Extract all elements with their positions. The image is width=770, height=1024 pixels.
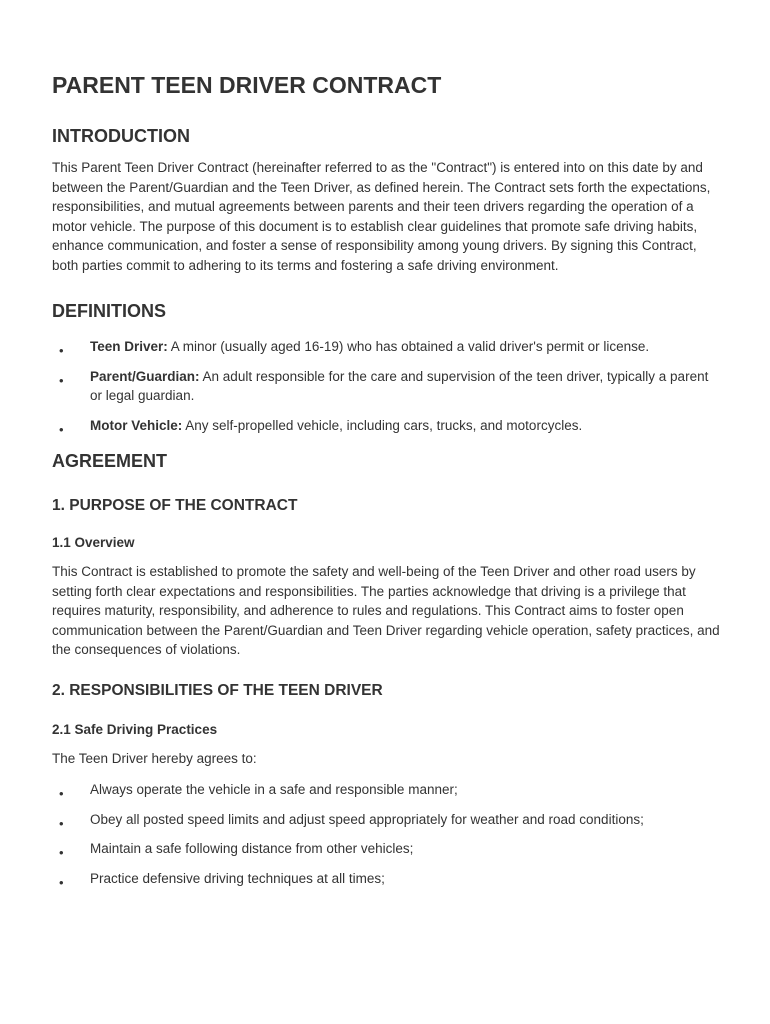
definition-term: Parent/Guardian:	[90, 368, 200, 384]
safe-driving-list	[52, 780, 720, 888]
safe-driving-item	[52, 810, 720, 830]
safe-driving-item	[52, 839, 720, 859]
safe-driving-item	[52, 869, 720, 889]
introduction-paragraph: This Parent Teen Driver Contract (hereinafter referred to as the "Contract") is entered into on this date by and between the Parent/Guardian and the Teen Driver, as defined herein. The Contract sets forth the expectations, responsibilities, and mutual agreements between parents and their teen drivers regarding the operation of a motor vehicle. The purpose of this document is to establish clear guidelines that promote safe driving habits, enhance communication, and foster a sense of responsibility among young drivers. By signing this Contract, both parties commit to adhering to its terms and fostering a safe driving environment.	[52, 160, 711, 273]
introduction-heading: INTRODUCTION	[52, 126, 190, 146]
document-title: PARENT TEEN DRIVER CONTRACT	[52, 72, 442, 98]
section-2-1-heading: 2.1 Safe Driving Practices	[52, 721, 218, 737]
bullet-icon: •	[59, 372, 64, 388]
definition-term: Teen Driver:	[90, 339, 168, 354]
definitions-list	[52, 337, 720, 435]
definition-term: Motor Vehicle:	[90, 417, 183, 433]
definition-item-motor-vehicle	[52, 416, 720, 436]
safe-driving-item-text: Always operate the vehicle in a safe and responsible manner;	[90, 782, 458, 797]
agreement-heading: AGREEMENT	[52, 451, 168, 471]
bullet-icon: •	[59, 874, 64, 890]
section-2-heading: 2. RESPONSIBILITIES OF THE TEEN DRIVER	[52, 681, 383, 699]
section-1-1-paragraph: This Contract is established to promote the safety and well-being of the Teen Driver and other road users by setting forth clear expectations and responsibilities. The parties acknowledge that driving is a privilege that requires maturity, responsibility, and adherence to rules and regulations. This Contract aims to foster open communication between the Parent/Guardian and Teen Driver regarding vehicle operation, safety practices, and the consequences of violations.	[52, 564, 720, 657]
bullet-icon: •	[59, 815, 64, 831]
definition-text: An adult responsible for the care and supervision of the teen driver, typically a parent or legal guardian.	[90, 368, 709, 403]
definition-text: A minor (usually aged 16-19) who has obtained a valid driver's permit or license.	[167, 339, 650, 354]
definitions-heading: DEFINITIONS	[52, 301, 167, 321]
bullet-icon: •	[59, 845, 64, 860]
section-1-heading: 1. PURPOSE OF THE CONTRACT	[52, 497, 298, 514]
bullet-icon: •	[59, 343, 64, 358]
safe-driving-item	[52, 780, 720, 800]
section-2-1-intro: The Teen Driver hereby agrees to:	[52, 750, 257, 766]
definition-item-teen-driver	[52, 337, 720, 357]
safe-driving-item-text: Practice defensive driving techniques at all times;	[90, 870, 385, 886]
section-1-1-heading: 1.1 Overview	[52, 535, 135, 550]
bullet-icon: •	[59, 786, 64, 801]
bullet-icon: •	[59, 421, 64, 437]
document-page	[52, 70, 720, 898]
definition-text: Any self-propelled vehicle, including cars, trucks, and motorcycles.	[182, 417, 583, 433]
safe-driving-item-text: Obey all posted speed limits and adjust speed appropriately for weather and road conditions;	[90, 811, 644, 827]
safe-driving-item-text: Maintain a safe following distance from other vehicles;	[90, 841, 414, 856]
definition-item-parent-guardian	[52, 367, 720, 406]
